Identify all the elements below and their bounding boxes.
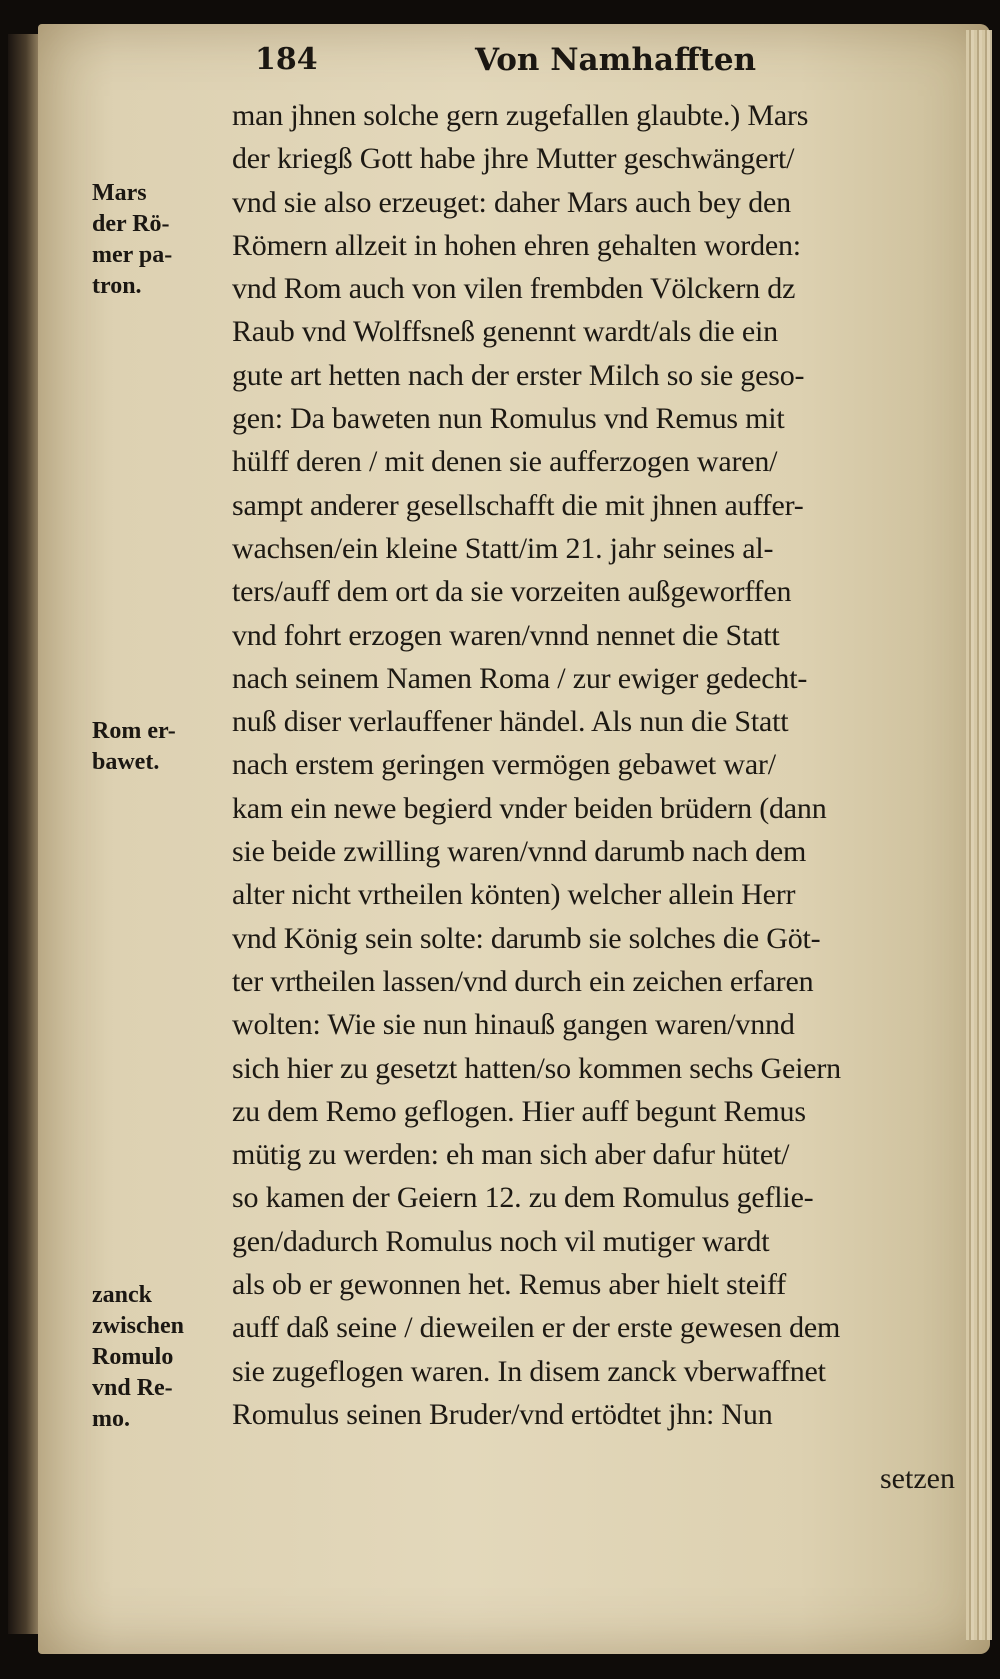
text-line: Raub vnd Wolffsneß genennt wardt/als die ein: [232, 315, 778, 349]
margin-note-zanck: [92, 1280, 222, 1435]
margin-note-line: zanck: [92, 1282, 152, 1308]
page-number: 184: [255, 42, 318, 77]
margin-note-line: vnd Re-: [92, 1375, 173, 1401]
text-line: ter vrtheilen lassen/vnd durch ein zeichen erfaren: [232, 964, 814, 998]
margin-note-line: tron.: [92, 273, 142, 299]
catchword: setzen: [880, 1462, 955, 1495]
text-line: man jhnen solche gern zugefallen glaubte.) Mars: [232, 99, 809, 132]
text-line: vnd Rom auch von vilen frembden Völckern dz: [232, 272, 796, 306]
body-text: [232, 94, 962, 1436]
page-stack-edge: [966, 30, 992, 1640]
margin-note-line: Romulo: [92, 1344, 174, 1370]
text-line: sie beide zwilling waren/vnnd darumb nach dem: [232, 835, 807, 869]
text-line: sie zugeflogen waren. In disem zanck vberwaffnet: [232, 1354, 826, 1388]
running-title: Von Namhafften: [475, 42, 757, 78]
text-line: gen/dadurch Romulus noch vil mutiger wardt: [232, 1224, 770, 1258]
text-line: mütig zu werden: eh man sich aber dafur hütet/: [232, 1138, 790, 1172]
text-line: sich hier zu gesetzt hatten/so kommen sechs Geiern: [232, 1051, 841, 1085]
margin-note-line: mer pa-: [92, 242, 173, 268]
text-line: Romulus seinen Bruder/vnd ertödtet jhn: Nun: [232, 1397, 773, 1431]
margin-note-line: zwischen: [92, 1313, 184, 1339]
text-line: auff daß seine / dieweilen er der erste gewesen dem: [232, 1311, 841, 1345]
margin-note-line: bawet.: [92, 749, 160, 775]
margin-note-mars: [92, 178, 222, 302]
margin-note-line: der Rö-: [92, 211, 170, 237]
text-line: vnd fohrt erzogen waren/vnnd nennet die Statt: [232, 618, 780, 652]
text-line: gen: Da baweten nun Romulus vnd Remus mit: [232, 402, 785, 436]
text-line: zu dem Remo geflogen. Hier auff begunt Remus: [232, 1094, 806, 1128]
text-line: wachsen/ein kleine Statt/im 21. jahr seines al-: [232, 531, 774, 565]
text-line: hülff deren / mit denen sie aufferzogen waren/: [232, 445, 778, 479]
text-line: vnd sie also erzeuget: daher Mars auch bey den: [232, 185, 791, 219]
text-line: so kamen der Geiern 12. zu dem Romulus geflie-: [232, 1181, 814, 1215]
text-line: ters/auff dem ort da sie vorzeiten außgeworffen: [232, 575, 792, 609]
margin-note-line: Rom er-: [92, 718, 176, 744]
book-gutter-shadow: [8, 34, 38, 1634]
text-line: alter nicht vrtheilen könten) welcher allein Herr: [232, 878, 796, 912]
text-line: der kriegß Gott habe jhre Mutter geschwängert/: [232, 142, 795, 176]
text-line: als ob er gewonnen het. Remus aber hielt steiff: [232, 1268, 787, 1302]
text-line: nuß diser verlauffener händel. Als nun die Statt: [232, 705, 789, 739]
page-header: [255, 42, 815, 86]
text-line: nach erstem geringen vermögen gebawet war/: [232, 748, 776, 782]
text-line: Römern allzeit in hohen ehren gehalten worden:: [232, 228, 801, 262]
text-line: wolten: Wie sie nun hinauß gangen waren/vnnd: [232, 1008, 795, 1042]
margin-note-line: Mars: [92, 180, 147, 206]
text-line: sampt anderer gesellschafft die mit jhnen auffer-: [232, 488, 804, 522]
text-line: kam ein newe begierd vnder beiden brüdern (dann: [232, 791, 827, 825]
text-line: gute art hetten nach der erster Milch so sie geso-: [232, 358, 805, 392]
margin-note-line: mo.: [92, 1406, 130, 1432]
text-line: nach seinem Namen Roma / zur ewiger gedecht-: [232, 661, 808, 695]
text-line: vnd König sein solte: darumb sie solches die Göt-: [232, 921, 821, 955]
margin-note-rom: [92, 716, 222, 778]
